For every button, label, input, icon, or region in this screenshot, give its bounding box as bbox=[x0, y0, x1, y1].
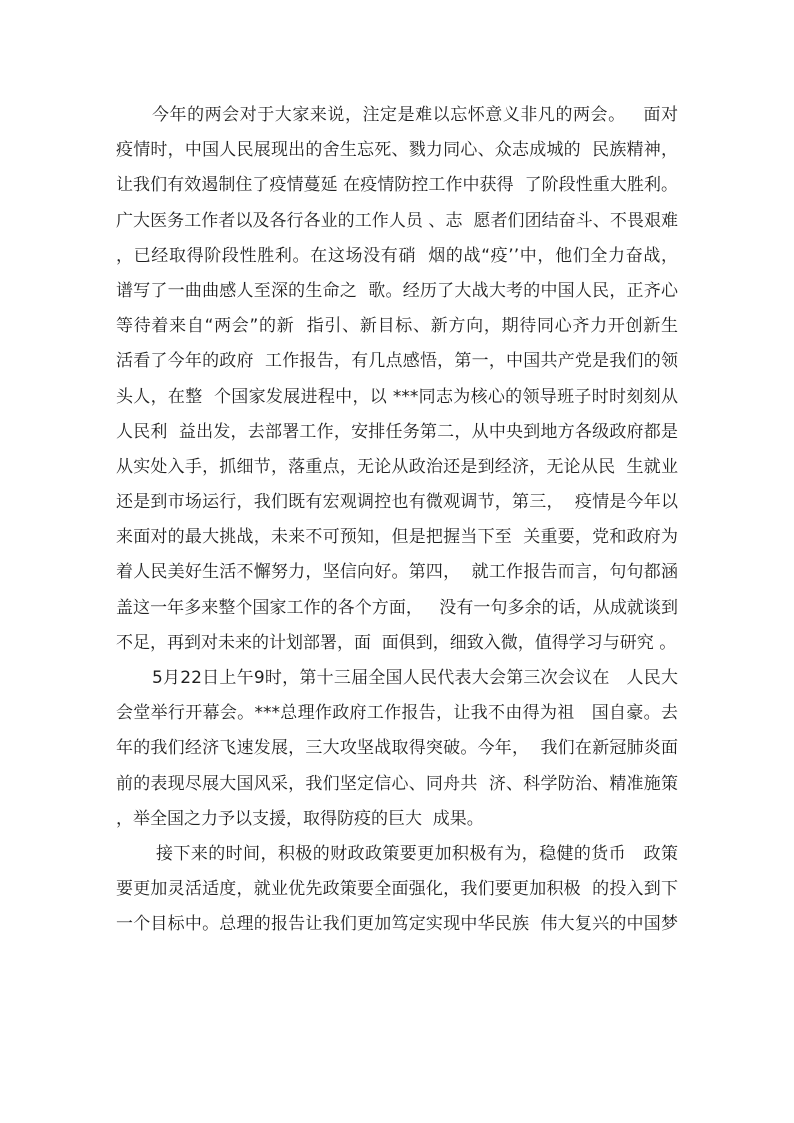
text-line: 着人民美好生活不懈努力，坚信向好。第四， 就工作报告而言，句句都涵 bbox=[116, 562, 678, 583]
text-line: 盖这一年多来整个国家工作的各个方面， 没有一句多余的话，从成就谈到 bbox=[116, 597, 678, 618]
text-line: 一个目标中。总理的报告让我们更加笃定实现中华民族 伟大复兴的中国梦 bbox=[116, 914, 678, 935]
text-line: ，已经取得阶段性胜利。在这场没有硝 烟的战“疫’’中，他们全力奋战， bbox=[116, 245, 678, 266]
paragraph-3 bbox=[116, 837, 678, 943]
text-line: 年的我们经济飞速发展，三大攻坚战取得突破。今年， 我们在新冠肺炎面 bbox=[116, 738, 678, 759]
text-line: 广大医务工作者以及各行各业的工作人员 、志 愿者们团结奋斗、不畏艰难 bbox=[116, 210, 678, 231]
text-line: 会堂举行开幕会。***总理作政府工作报告，让我不由得为祖 国自豪。去 bbox=[116, 703, 678, 724]
text-line: 人民利 益出发，去部署工作，安排任务第二，从中央到地方各级政府都是 bbox=[116, 421, 678, 442]
text-line: 5月22日上午9时，第十三届全国人民代表大会第三次会议在 人民大 bbox=[152, 668, 678, 688]
text-line: 等待着来自“两会”的新 指引、新目标、新方向，期待同心齐力开创新生 bbox=[116, 316, 678, 337]
text-line: 要更加灵活适度，就业优先政策要全面强化，我们要更加积极 的投入到下 bbox=[116, 879, 678, 900]
text-line: ，举全国之力予以支援，取得防疫的巨大 成果。 bbox=[116, 808, 484, 829]
text-line: 疫情时，中国人民展现出的舍生忘死、戮力同心、众志成城的 民族精神， bbox=[116, 140, 678, 161]
text-line: 活看了今年的政府 工作报告，有几点感悟，第一，中国共产党是我们的领 bbox=[116, 351, 678, 372]
paragraph-1 bbox=[116, 98, 678, 661]
paragraph-2 bbox=[116, 661, 678, 837]
text-line: 不足，再到对未来的计划部署，面 面俱到，细致入微，值得学习与研究 。 bbox=[116, 632, 677, 653]
text-line: 头人，在整 个国家发展进程中，以 ***同志为核心的领导班子时时刻刻从 bbox=[116, 386, 678, 407]
text-line: 让我们有效遏制住了疫情蔓延 在疫情防控工作中获得 了阶段性重大胜利。 bbox=[116, 175, 678, 196]
document-page bbox=[116, 98, 678, 943]
text-line: 接下来的时间，积极的财政政策要更加积极有为，稳健的货币 政策 bbox=[156, 843, 678, 864]
text-line: 来面对的最大挑战，未来不可预知，但是把握当下至 关重要，党和政府为 bbox=[116, 527, 678, 548]
text-line: 从实处入手，抓细节，落重点，无论从政治还是到经济，无论从民 生就业 bbox=[116, 456, 678, 477]
text-line: 还是到市场运行，我们既有宏观调控也有微观调节，第三， 疫情是今年以 bbox=[116, 492, 678, 513]
text-line: 今年的两会对于大家来说，注定是难以忘怀意义非凡的两会。 面对 bbox=[152, 105, 678, 125]
text-line: 前的表现尽展大国风采，我们坚定信心、同舟共 济、科学防治、精准施策 bbox=[116, 773, 678, 794]
text-line: 谱写了一曲曲感人至深的生命之 歌。经历了大战大考的中国人民，正齐心 bbox=[116, 280, 678, 301]
